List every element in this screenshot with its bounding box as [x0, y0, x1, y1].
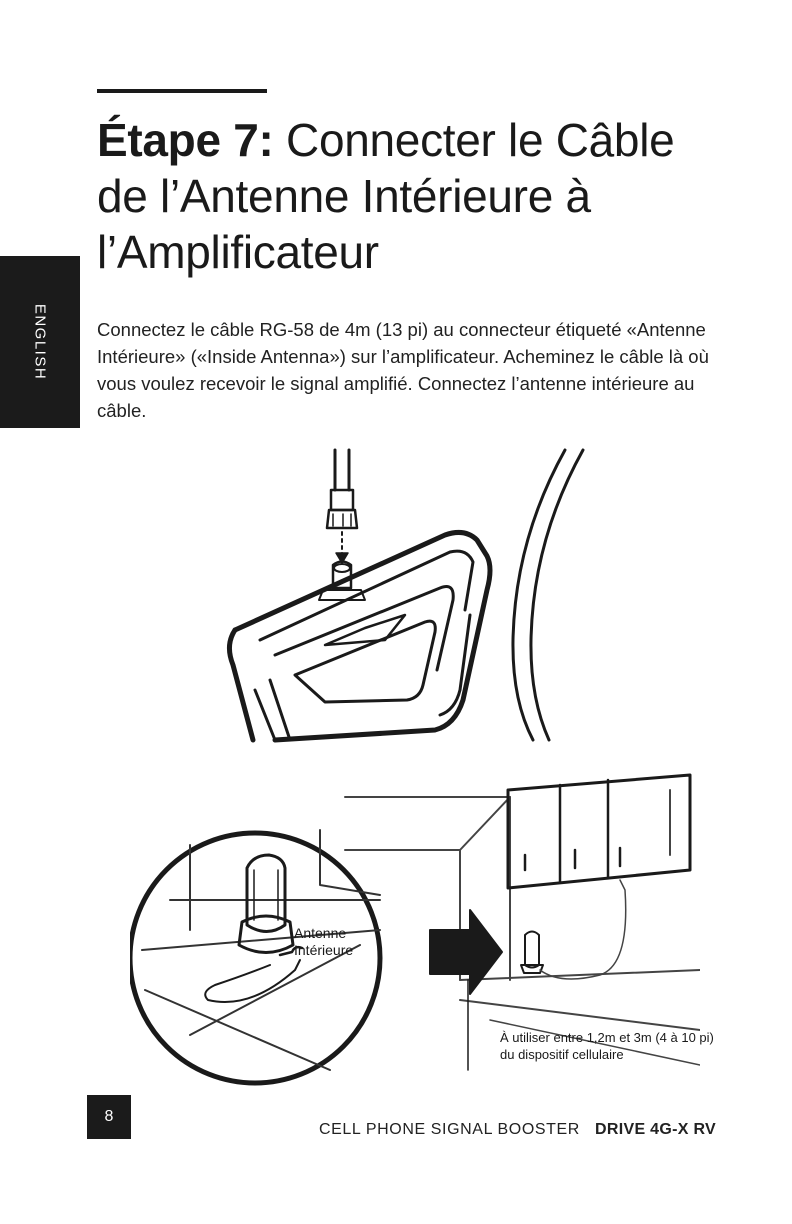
- callout-line-2: Intérieure: [294, 942, 354, 958]
- title-line-3: l’Amplificateur: [97, 226, 379, 278]
- footer: [319, 1121, 716, 1139]
- instruction-paragraph: Connectez le câble RG-58 de 4m (13 pi) au connecteur étiqueté «Antenne Intérieure» («Inside Antenna») sur l’amplificateur. Acheminez le câble là où vous voulez recevoir le signal amplifié. Connectez l’antenne intérieure au câble.: [97, 319, 709, 421]
- language-tab-label: ENGLISH: [31, 303, 49, 381]
- title-line-1: Connecter le Câble: [286, 114, 675, 166]
- title-line-2: de l’Antenne Intérieure à: [97, 170, 591, 222]
- footer-model: DRIVE 4G-X RV: [595, 1121, 716, 1138]
- heading-rule: [97, 89, 267, 93]
- page-title: [97, 112, 737, 280]
- antenna-callout: [294, 925, 353, 959]
- usage-note: À utiliser entre 1,2m et 3m (4 à 10 pi) du dispositif cellulaire: [500, 1030, 714, 1062]
- language-tab: [0, 256, 80, 428]
- amplifier-illustration: [215, 440, 615, 745]
- step-label: Étape 7:: [97, 114, 274, 166]
- page-number: 8: [87, 1095, 131, 1139]
- footer-product: CELL PHONE SIGNAL BOOSTER: [318, 1121, 580, 1138]
- callout-line-1: Antenne: [294, 925, 347, 941]
